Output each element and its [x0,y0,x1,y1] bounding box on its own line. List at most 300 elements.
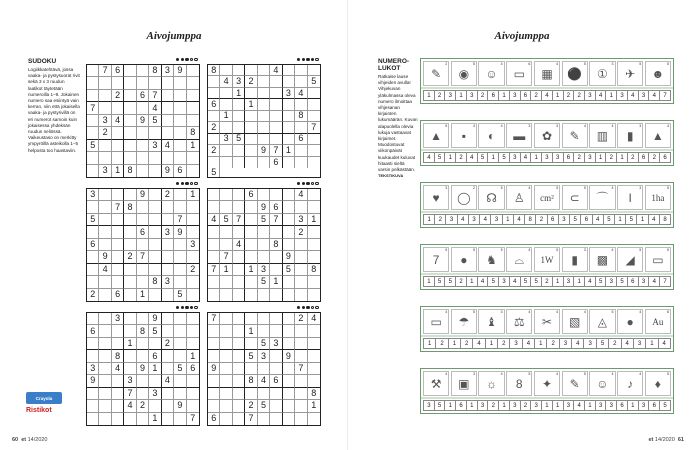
sudoku-cell[interactable] [137,140,149,152]
sudoku-cell[interactable] [174,102,186,114]
code-number[interactable]: 1 [614,214,625,225]
code-number[interactable]: 3 [509,90,520,101]
sudoku-cell[interactable] [137,276,149,288]
sudoku-cell[interactable] [87,338,99,350]
sudoku-cell[interactable]: 8 [124,165,136,177]
code-number[interactable]: 2 [608,338,620,349]
code-number[interactable]: 1 [552,276,563,287]
sudoku-cell[interactable] [245,388,257,400]
sudoku-cell[interactable] [308,350,320,362]
sudoku-cell[interactable]: 2 [162,189,174,201]
code-number[interactable]: 5 [659,400,671,411]
sudoku-cell[interactable] [245,214,257,226]
sudoku-cell[interactable] [174,388,186,400]
sudoku-cell[interactable] [270,189,282,201]
sudoku-cell[interactable] [174,251,186,263]
sudoku-cell[interactable] [137,152,149,164]
sudoku-cell[interactable] [137,214,149,226]
code-number[interactable]: 4 [573,400,584,411]
sudoku-cell[interactable] [233,388,245,400]
code-number[interactable]: 2 [520,400,531,411]
sudoku-cell[interactable] [220,350,232,362]
code-number[interactable]: 3 [583,338,595,349]
sudoku-cell[interactable] [270,325,282,337]
sudoku-cell[interactable]: 8 [149,276,161,288]
sudoku-cell[interactable] [174,375,186,387]
sudoku-cell[interactable] [208,350,220,362]
sudoku-cell[interactable]: 8 [149,65,161,77]
sudoku-cell[interactable] [258,251,270,263]
sudoku-cell[interactable]: 8 [112,350,124,362]
sudoku-cell[interactable]: 9 [258,201,270,213]
sudoku-cell[interactable] [87,201,99,213]
sudoku-cell[interactable] [245,65,257,76]
code-number[interactable]: 1 [616,152,627,163]
code-number[interactable]: 3 [509,338,521,349]
code-number[interactable]: 3 [638,90,649,101]
sudoku-cell[interactable] [295,145,307,156]
sudoku-cell[interactable]: 3 [233,76,245,87]
sudoku-cell[interactable] [99,152,111,164]
code-number[interactable]: 2 [541,276,552,287]
code-number[interactable]: 4 [595,90,606,101]
sudoku-cell[interactable] [149,251,161,263]
sudoku-cell[interactable] [87,313,99,325]
sudoku-cell[interactable] [258,99,270,110]
sudoku-cell[interactable]: 1 [124,338,136,350]
sudoku-cell[interactable]: 9 [137,189,149,201]
sudoku-cell[interactable]: 3 [283,88,295,99]
sudoku-cell[interactable] [149,214,161,226]
sudoku-cell[interactable]: 6 [208,99,220,110]
code-number[interactable]: 3 [584,152,595,163]
sudoku-cell[interactable] [220,226,232,238]
code-number[interactable]: 3 [552,152,563,163]
sudoku-cell[interactable] [137,375,149,387]
sudoku-cell[interactable] [112,338,124,350]
sudoku-cell[interactable] [295,338,307,350]
code-number[interactable]: 6 [520,90,531,101]
sudoku-cell[interactable] [187,375,199,387]
sudoku-cell[interactable]: 9 [162,165,174,177]
sudoku-cell[interactable] [245,251,257,263]
sudoku-cell[interactable] [174,77,186,89]
sudoku-cell[interactable] [220,88,232,99]
sudoku-cell[interactable]: 3 [162,65,174,77]
sudoku-cell[interactable] [112,226,124,238]
sudoku-cell[interactable] [162,325,174,337]
sudoku-cell[interactable]: 5 [245,350,257,362]
sudoku-cell[interactable]: 3 [99,165,111,177]
sudoku-cell[interactable] [99,363,111,375]
code-number[interactable]: 2 [648,152,659,163]
code-number[interactable]: 1 [444,152,455,163]
sudoku-cell[interactable] [270,264,282,276]
sudoku-cell[interactable] [220,145,232,156]
sudoku-cell[interactable]: 5 [174,363,186,375]
sudoku-cell[interactable] [208,226,220,238]
code-number[interactable]: 2 [460,338,472,349]
sudoku-cell[interactable] [187,338,199,350]
sudoku-cell[interactable]: 1 [220,264,232,276]
sudoku-cell[interactable]: 5 [87,140,99,152]
sudoku-cell[interactable] [124,90,136,102]
sudoku-cell[interactable] [233,99,245,110]
code-number[interactable]: 3 [563,400,574,411]
code-number[interactable]: 4 [457,214,468,225]
code-number[interactable]: 1 [423,276,434,287]
sudoku-cell[interactable] [137,264,149,276]
sudoku-cell[interactable]: 2 [87,289,99,301]
sudoku-cell[interactable] [245,145,257,156]
code-number[interactable]: 6 [638,152,649,163]
code-number[interactable]: 3 [509,400,520,411]
sudoku-cell[interactable] [137,313,149,325]
sudoku-cell[interactable] [295,65,307,76]
sudoku-cell[interactable] [283,239,295,251]
sudoku-cell[interactable]: 3 [124,375,136,387]
sudoku-cell[interactable]: 6 [87,325,99,337]
sudoku-cell[interactable] [149,201,161,213]
sudoku-cell[interactable] [295,289,307,301]
sudoku-cell[interactable] [245,239,257,251]
code-number[interactable]: 1 [530,152,541,163]
sudoku-cell[interactable]: 2 [124,251,136,263]
sudoku-cell[interactable] [283,122,295,133]
sudoku-cell[interactable] [174,264,186,276]
sudoku-cell[interactable] [220,338,232,350]
sudoku-cell[interactable]: 5 [149,325,161,337]
sudoku-cell[interactable] [174,189,186,201]
code-number[interactable]: 4 [627,90,638,101]
sudoku-cell[interactable] [137,350,149,362]
sudoku-cell[interactable] [149,289,161,301]
sudoku-cell[interactable] [283,157,295,168]
code-number[interactable]: 1 [636,214,647,225]
sudoku-cell[interactable] [283,325,295,337]
sudoku-cell[interactable] [112,140,124,152]
sudoku-cell[interactable] [112,264,124,276]
sudoku-cell[interactable] [87,152,99,164]
code-number[interactable]: 4 [522,338,534,349]
sudoku-cell[interactable]: 8 [187,127,199,139]
sudoku-cell[interactable] [162,388,174,400]
sudoku-cell[interactable]: 1 [187,189,199,201]
sudoku-cell[interactable] [245,338,257,350]
sudoku-cell[interactable]: 9 [174,65,186,77]
sudoku-cell[interactable] [308,65,320,76]
sudoku-cell[interactable]: 2 [162,338,174,350]
sudoku-cell[interactable] [187,251,199,263]
sudoku-cell[interactable] [308,325,320,337]
sudoku-cell[interactable] [149,239,161,251]
code-number[interactable]: 1 [502,214,513,225]
sudoku-cell[interactable]: 7 [87,102,99,114]
sudoku-cell[interactable]: 9 [87,375,99,387]
sudoku-cell[interactable] [112,325,124,337]
sudoku-cell[interactable] [233,413,245,425]
sudoku-cell[interactable] [233,65,245,76]
code-number[interactable]: 3 [605,400,616,411]
code-number[interactable]: 2 [535,214,546,225]
sudoku-cell[interactable] [137,388,149,400]
sudoku-cell[interactable] [112,251,124,263]
sudoku-cell[interactable] [295,350,307,362]
sudoku-cell[interactable]: 9 [99,251,111,263]
sudoku-cell[interactable] [220,65,232,76]
sudoku-cell[interactable] [233,375,245,387]
code-number[interactable]: 1 [466,276,477,287]
code-number[interactable]: 3 [616,90,627,101]
sudoku-cell[interactable] [258,325,270,337]
code-number[interactable]: 6 [580,214,591,225]
sudoku-cell[interactable] [220,413,232,425]
sudoku-cell[interactable] [99,338,111,350]
code-number[interactable]: 3 [584,90,595,101]
sudoku-cell[interactable]: 4 [295,189,307,201]
sudoku-cell[interactable]: 6 [174,165,186,177]
sudoku-cell[interactable]: 6 [112,65,124,77]
sudoku-cell[interactable]: 5 [308,76,320,87]
code-number[interactable]: 2 [573,90,584,101]
sudoku-cell[interactable] [124,189,136,201]
code-number[interactable]: 4 [571,338,583,349]
sudoku-cell[interactable] [87,350,99,362]
sudoku-cell[interactable] [233,251,245,263]
sudoku-cell[interactable]: 6 [270,375,282,387]
sudoku-cell[interactable]: 6 [87,239,99,251]
sudoku-cell[interactable] [137,165,149,177]
sudoku-cell[interactable] [233,157,245,168]
sudoku-cell[interactable] [233,325,245,337]
sudoku-cell[interactable] [308,289,320,301]
sudoku-cell[interactable] [258,65,270,76]
code-number[interactable]: 6 [563,152,574,163]
sudoku-cell[interactable] [87,400,99,412]
sudoku-cell[interactable]: 1 [112,165,124,177]
sudoku-cell[interactable] [174,127,186,139]
code-number[interactable]: 2 [487,400,498,411]
sudoku-cell[interactable] [187,276,199,288]
sudoku-cell[interactable]: 5 [220,214,232,226]
sudoku-cell[interactable] [245,122,257,133]
sudoku-cell[interactable] [308,189,320,201]
code-number[interactable]: 2 [477,90,488,101]
sudoku-cell[interactable] [99,90,111,102]
code-number[interactable]: 2 [546,338,558,349]
sudoku-cell[interactable]: 7 [137,251,149,263]
sudoku-cell[interactable]: 7 [149,90,161,102]
sudoku-cell[interactable] [258,313,270,325]
sudoku-cell[interactable] [283,289,295,301]
sudoku-cell[interactable] [258,157,270,168]
sudoku-cell[interactable] [162,214,174,226]
sudoku-cell[interactable]: 4 [162,375,174,387]
code-number[interactable]: 4 [541,90,552,101]
sudoku-cell[interactable] [308,251,320,263]
sudoku-cell[interactable]: 4 [208,214,220,226]
sudoku-cell[interactable]: 1 [283,145,295,156]
sudoku-cell[interactable]: 8 [308,264,320,276]
sudoku-cell[interactable] [124,77,136,89]
sudoku-cell[interactable] [149,189,161,201]
sudoku-cell[interactable] [174,90,186,102]
sudoku-cell[interactable] [112,127,124,139]
sudoku-cell[interactable] [233,111,245,122]
code-number[interactable]: 8 [524,214,535,225]
sudoku-cell[interactable]: 4 [149,102,161,114]
code-number[interactable]: 4 [621,338,633,349]
sudoku-cell[interactable] [258,289,270,301]
code-number[interactable]: 5 [595,276,606,287]
sudoku-cell[interactable] [99,102,111,114]
sudoku-cell[interactable] [187,201,199,213]
sudoku-cell[interactable] [270,289,282,301]
sudoku-cell[interactable] [99,239,111,251]
sudoku-cell[interactable] [124,276,136,288]
code-number[interactable]: 3 [490,214,501,225]
sudoku-cell[interactable] [112,388,124,400]
sudoku-cell[interactable] [245,111,257,122]
sudoku-cell[interactable]: 2 [208,122,220,133]
sudoku-cell[interactable] [87,165,99,177]
code-number[interactable]: 1 [448,338,460,349]
sudoku-cell[interactable]: 8 [124,201,136,213]
code-number[interactable]: 6 [616,400,627,411]
code-number[interactable]: 7 [659,276,671,287]
sudoku-cell[interactable] [208,276,220,288]
sudoku-cell[interactable]: 7 [245,413,257,425]
code-number[interactable]: 3 [444,90,455,101]
sudoku-cell[interactable] [258,88,270,99]
code-number[interactable]: 1 [455,90,466,101]
sudoku-cell[interactable] [208,76,220,87]
sudoku-cell[interactable]: 8 [295,111,307,122]
sudoku-cell[interactable] [208,325,220,337]
sudoku-cell[interactable]: 8 [245,375,257,387]
code-number[interactable]: 1 [627,400,638,411]
sudoku-cell[interactable] [220,400,232,412]
sudoku-cell[interactable]: 5 [174,289,186,301]
sudoku-cell[interactable] [87,388,99,400]
code-number[interactable]: 3 [563,276,574,287]
sudoku-cell[interactable] [187,400,199,412]
sudoku-cell[interactable] [162,264,174,276]
sudoku-cell[interactable]: 7 [174,214,186,226]
sudoku-cell[interactable] [270,111,282,122]
code-number[interactable]: 3 [605,276,616,287]
sudoku-cell[interactable]: 3 [258,350,270,362]
sudoku-cell[interactable] [124,152,136,164]
sudoku-cell[interactable]: 8 [270,239,282,251]
sudoku-cell[interactable] [283,413,295,425]
sudoku-cell[interactable] [99,140,111,152]
sudoku-cell[interactable] [245,276,257,288]
sudoku-cell[interactable] [295,413,307,425]
sudoku-cell[interactable] [258,134,270,145]
sudoku-cell[interactable] [87,115,99,127]
sudoku-cell[interactable] [233,276,245,288]
sudoku-cell[interactable]: 7 [270,145,282,156]
sudoku-cell[interactable] [137,338,149,350]
sudoku-cell[interactable] [149,77,161,89]
sudoku-cell[interactable] [233,145,245,156]
code-number[interactable]: 1 [498,400,509,411]
sudoku-cell[interactable] [162,413,174,425]
code-number[interactable]: 5 [498,152,509,163]
sudoku-cell[interactable] [149,400,161,412]
sudoku-cell[interactable] [283,65,295,76]
sudoku-cell[interactable] [283,338,295,350]
sudoku-cell[interactable] [174,140,186,152]
sudoku-cell[interactable] [208,134,220,145]
sudoku-cell[interactable]: 6 [187,363,199,375]
code-number[interactable]: 3 [445,214,456,225]
sudoku-cell[interactable]: 7 [208,313,220,325]
sudoku-cell[interactable] [99,214,111,226]
sudoku-cell[interactable] [174,276,186,288]
sudoku-cell[interactable] [124,413,136,425]
sudoku-cell[interactable]: 1 [270,276,282,288]
code-number[interactable]: 1 [423,338,435,349]
sudoku-cell[interactable]: 9 [137,363,149,375]
sudoku-cell[interactable]: 3 [87,189,99,201]
sudoku-cell[interactable] [245,289,257,301]
sudoku-cell[interactable] [87,413,99,425]
sudoku-cell[interactable] [233,400,245,412]
code-number[interactable]: 6 [455,400,466,411]
code-number[interactable]: 3 [468,214,479,225]
sudoku-cell[interactable] [99,313,111,325]
code-number[interactable]: 5 [444,276,455,287]
sudoku-cell[interactable] [233,201,245,213]
sudoku-cell[interactable] [258,226,270,238]
sudoku-cell[interactable] [162,115,174,127]
code-number[interactable]: 5 [477,152,488,163]
sudoku-cell[interactable] [270,99,282,110]
sudoku-cell[interactable] [162,239,174,251]
sudoku-cell[interactable]: 4 [99,264,111,276]
sudoku-cell[interactable]: 6 [295,134,307,145]
code-number[interactable]: 4 [477,276,488,287]
sudoku-cell[interactable]: 5 [258,400,270,412]
sudoku-cell[interactable]: 5 [208,168,220,177]
sudoku-cell[interactable] [112,214,124,226]
sudoku-cell[interactable] [162,90,174,102]
sudoku-cell[interactable] [283,388,295,400]
sudoku-cell[interactable] [258,189,270,201]
sudoku-cell[interactable] [220,375,232,387]
sudoku-cell[interactable] [283,363,295,375]
sudoku-cell[interactable] [112,102,124,114]
sudoku-cell[interactable] [283,76,295,87]
sudoku-cell[interactable]: 6 [137,226,149,238]
sudoku-cell[interactable] [270,226,282,238]
code-number[interactable]: 4 [592,214,603,225]
sudoku-cell[interactable]: 2 [112,90,124,102]
sudoku-cell[interactable] [187,388,199,400]
sudoku-cell[interactable] [112,375,124,387]
code-number[interactable]: 5 [603,214,614,225]
sudoku-cell[interactable]: 8 [208,65,220,76]
sudoku-cell[interactable] [270,134,282,145]
sudoku-cell[interactable]: 3 [187,239,199,251]
sudoku-cell[interactable] [270,251,282,263]
sudoku-cell[interactable]: 6 [112,289,124,301]
code-number[interactable]: 1 [552,400,563,411]
sudoku-cell[interactable] [233,189,245,201]
sudoku-cell[interactable] [220,122,232,133]
